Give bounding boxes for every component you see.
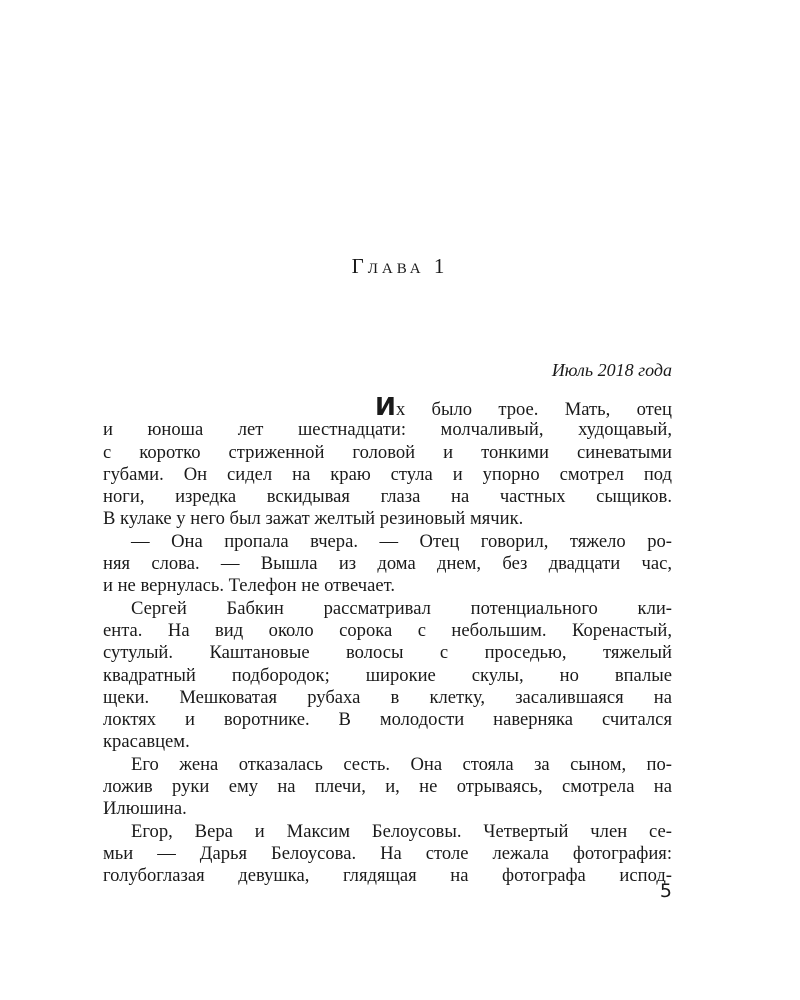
text-line: Егор, Вера и Максим Белоусовы. Четвертый член се-: [131, 820, 672, 842]
text-line: и юноша лет шестнадцати: молчаливый, худощавый,: [103, 419, 672, 441]
chapter-title: Глава 1: [351, 254, 449, 278]
chapter-dateline: Июль 2018 года: [551, 360, 672, 380]
text-line: — Она пропала вчера. — Отец говорил, тяжело ро-: [131, 530, 672, 552]
text-line: мьи — Дарья Белоусова. На столе лежала фотография:: [103, 842, 672, 864]
page-number: 5: [659, 880, 672, 902]
drop-cap: И: [375, 392, 396, 421]
text-line: красавцем.: [103, 731, 190, 753]
text-line: ноги, изредка вскидывая глаза на частных сыщиков.: [103, 486, 672, 508]
text-line: ложив руки ему на плечи, и, не отрываясь, смотрела на: [103, 776, 672, 798]
text-line: Илюшина.: [103, 798, 187, 820]
text-line: голубоглазая девушка, глядящая на фотографа испод-: [103, 865, 672, 887]
body-text: [103, 392, 672, 888]
text-line: сутулый. Каштановые волосы с проседью, тяжелый: [103, 642, 672, 664]
text-line: В кулаке у него был зажат желтый резиновый мячик.: [103, 508, 524, 530]
text-line: квадратный подбородок; широкие скулы, но впалые: [103, 664, 672, 686]
text-line: губами. Он сидел на краю стула и упорно смотрел под: [103, 463, 672, 485]
text-line: щеки. Мешковатая рубаха в клетку, засалившаяся на: [103, 686, 672, 708]
text-line: ента. На вид около сорока с небольшим. Коренастый,: [103, 619, 672, 641]
text-line: и не вернулась. Телефон не отвечает.: [103, 575, 395, 597]
text-line: Его жена отказалась сесть. Она стояла за сыном, по-: [131, 753, 672, 775]
text-line: няя слова. — Вышла из дома днем, без двадцати час,: [103, 553, 672, 575]
text-line: Сергей Бабкин рассматривал потенциального кли-: [131, 597, 672, 619]
text-line: Их было трое. Мать, отец: [375, 392, 672, 421]
text-line: с коротко стриженной головой и тонкими синеватыми: [103, 441, 672, 463]
text-line: локтях и воротнике. В молодости наверняка считался: [103, 709, 672, 731]
